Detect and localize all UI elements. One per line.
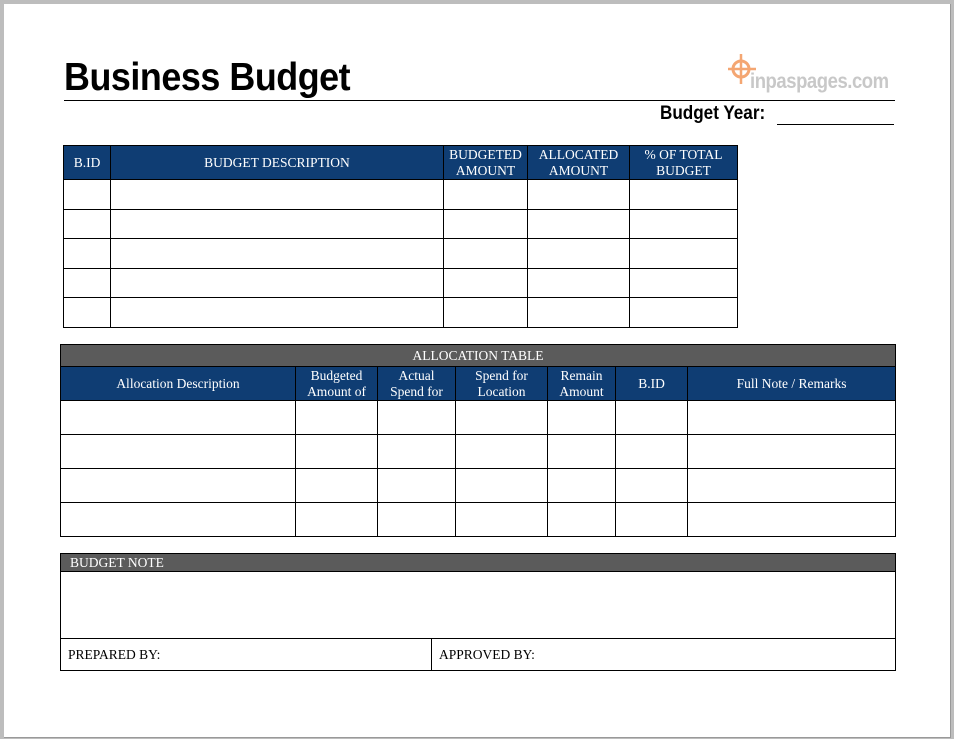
budget-table-header <box>64 146 738 180</box>
header-alloc-bid: B.ID <box>616 367 688 401</box>
table-cell[interactable] <box>616 435 688 469</box>
allocation-table-band <box>61 345 896 367</box>
table-cell[interactable] <box>61 401 296 435</box>
table-cell[interactable] <box>64 209 111 239</box>
title-divider <box>64 100 895 101</box>
header-bid: B.ID <box>64 146 111 180</box>
table-cell[interactable] <box>444 239 528 269</box>
table-cell[interactable] <box>378 503 456 537</box>
budget-note-band <box>61 554 896 572</box>
header-actual-spend: Actual Spend for <box>378 367 456 401</box>
budget-year-field[interactable] <box>777 124 894 125</box>
table-cell[interactable] <box>61 503 296 537</box>
budget-table <box>63 145 738 328</box>
table-cell[interactable] <box>688 401 896 435</box>
header-spend-location: Spend for Location <box>456 367 548 401</box>
header-full-note: Full Note / Remarks <box>688 367 896 401</box>
table-cell[interactable] <box>456 503 548 537</box>
header-allocated-amount: ALLOCATED AMOUNT <box>528 146 630 180</box>
logo-text: inpaspages.com <box>750 70 889 93</box>
header-budgeted-amount: BUDGETED AMOUNT <box>444 146 528 180</box>
page-title: Business Budget <box>64 56 351 99</box>
table-cell[interactable] <box>630 180 738 210</box>
table-row <box>64 268 738 298</box>
budget-note-field[interactable] <box>61 572 896 639</box>
table-cell[interactable] <box>444 209 528 239</box>
table-cell[interactable] <box>296 503 378 537</box>
table-cell[interactable] <box>296 469 378 503</box>
table-cell[interactable] <box>630 268 738 298</box>
table-cell[interactable] <box>111 298 444 328</box>
table-cell[interactable] <box>528 268 630 298</box>
table-cell[interactable] <box>528 239 630 269</box>
table-cell[interactable] <box>378 469 456 503</box>
allocation-table <box>60 344 896 537</box>
table-cell[interactable] <box>630 209 738 239</box>
table-cell[interactable] <box>444 180 528 210</box>
budget-table-body <box>64 180 738 328</box>
header-allocation-description: Allocation Description <box>61 367 296 401</box>
table-cell[interactable] <box>456 435 548 469</box>
table-row <box>64 298 738 328</box>
table-cell[interactable] <box>548 503 616 537</box>
table-row <box>61 469 896 503</box>
table-cell[interactable] <box>688 469 896 503</box>
table-cell[interactable] <box>548 401 616 435</box>
table-row <box>64 209 738 239</box>
table-cell[interactable] <box>111 239 444 269</box>
table-cell[interactable] <box>61 435 296 469</box>
table-row <box>64 180 738 210</box>
signature-row <box>61 639 896 671</box>
table-cell[interactable] <box>688 435 896 469</box>
header-budget-description: BUDGET DESCRIPTION <box>111 146 444 180</box>
budget-note-table <box>60 553 896 671</box>
table-cell[interactable] <box>444 268 528 298</box>
table-cell[interactable] <box>548 469 616 503</box>
table-cell[interactable] <box>111 268 444 298</box>
table-row <box>61 401 896 435</box>
allocation-table-header <box>61 367 896 401</box>
approved-by-field[interactable]: APPROVED BY: <box>432 639 896 671</box>
table-cell[interactable] <box>444 298 528 328</box>
table-cell[interactable] <box>64 298 111 328</box>
table-cell[interactable] <box>528 298 630 328</box>
table-cell[interactable] <box>111 180 444 210</box>
header-budgeted-amount-of: Budgeted Amount of <box>296 367 378 401</box>
table-cell[interactable] <box>61 469 296 503</box>
table-cell[interactable] <box>111 209 444 239</box>
table-cell[interactable] <box>296 401 378 435</box>
table-row <box>64 239 738 269</box>
table-cell[interactable] <box>616 401 688 435</box>
document-page <box>4 4 951 738</box>
table-row <box>61 503 896 537</box>
table-cell[interactable] <box>528 209 630 239</box>
budget-note-title: BUDGET NOTE <box>61 554 896 572</box>
table-cell[interactable] <box>64 180 111 210</box>
header-percent-of-total: % OF TOTAL BUDGET <box>630 146 738 180</box>
table-cell[interactable] <box>548 435 616 469</box>
table-cell[interactable] <box>688 503 896 537</box>
allocation-table-body <box>61 401 896 537</box>
budget-year-label: Budget Year: <box>660 103 766 124</box>
table-cell[interactable] <box>64 239 111 269</box>
table-cell[interactable] <box>616 469 688 503</box>
table-cell[interactable] <box>616 503 688 537</box>
header-remain-amount: Remain Amount <box>548 367 616 401</box>
table-cell[interactable] <box>456 469 548 503</box>
prepared-by-field[interactable]: PREPARED BY: <box>61 639 432 671</box>
table-cell[interactable] <box>64 268 111 298</box>
budget-note-row <box>61 572 896 639</box>
table-cell[interactable] <box>630 239 738 269</box>
table-cell[interactable] <box>456 401 548 435</box>
table-cell[interactable] <box>528 180 630 210</box>
table-cell[interactable] <box>296 435 378 469</box>
table-cell[interactable] <box>630 298 738 328</box>
allocation-table-title: ALLOCATION TABLE <box>61 345 896 367</box>
table-cell[interactable] <box>378 435 456 469</box>
site-logo <box>728 48 898 98</box>
table-row <box>61 435 896 469</box>
table-cell[interactable] <box>378 401 456 435</box>
